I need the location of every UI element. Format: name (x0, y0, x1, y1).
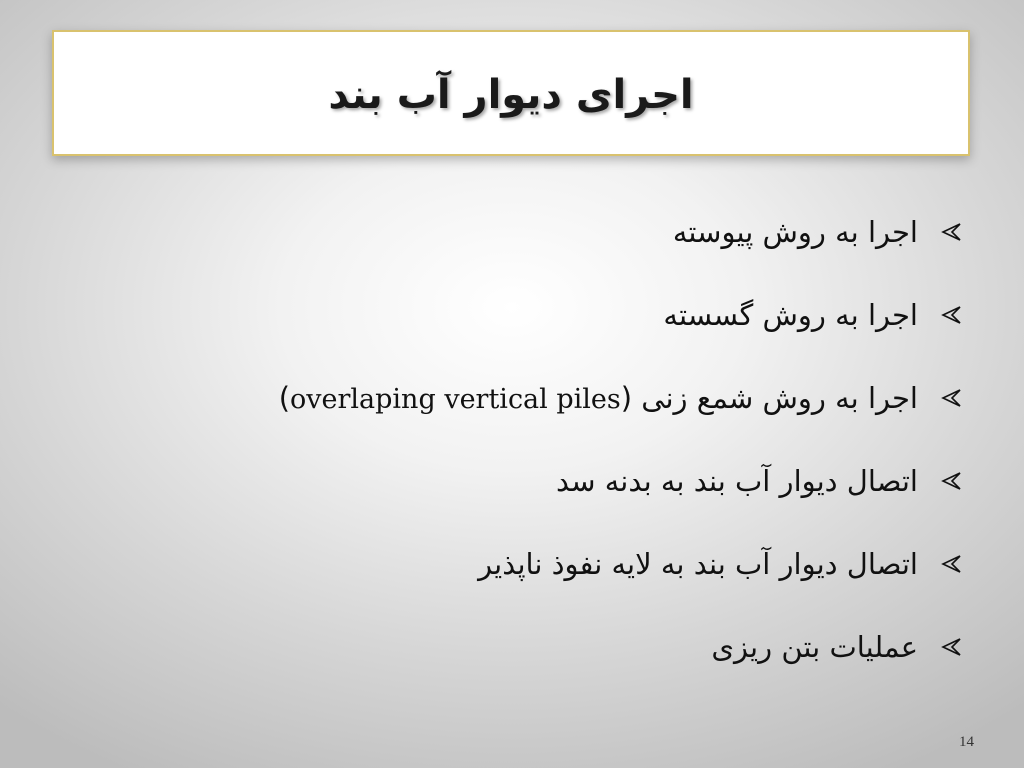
list-item (102, 273, 962, 356)
arrowhead-bullet-icon (940, 221, 962, 243)
bullet-text: اجرا به روش پیوسته (672, 214, 918, 249)
list-item (102, 356, 962, 439)
arrowhead-bullet-icon (940, 304, 962, 326)
arrowhead-bullet-icon (940, 636, 962, 658)
page-number: 14 (959, 734, 974, 750)
title-box (52, 30, 970, 156)
bullet-text: اجرا به روش گسسته (663, 297, 918, 332)
list-item (102, 190, 962, 273)
bullet-text-closing: ) (278, 380, 291, 415)
arrowhead-bullet-icon (940, 387, 962, 409)
list-item (102, 522, 962, 605)
arrowhead-bullet-icon (940, 470, 962, 492)
bullet-text (279, 381, 918, 415)
slide-title: اجرای دیوار آب بند (328, 72, 694, 118)
list-item (102, 605, 962, 688)
arrowhead-bullet-icon (940, 553, 962, 575)
list-item (102, 439, 962, 522)
bullet-text-latin: overlaping vertical piles (290, 383, 621, 415)
bullet-text: اتصال دیوار آب بند به بدنه سد (556, 463, 918, 498)
bullet-text: اتصال دیوار آب بند به لایه نفوذ ناپذیر (478, 546, 918, 581)
bullet-text: عملیات بتن ریزی (711, 629, 918, 664)
bullet-text-persian: اجرا به روش شمع زنی ( (620, 380, 918, 415)
bullet-list (102, 190, 962, 688)
